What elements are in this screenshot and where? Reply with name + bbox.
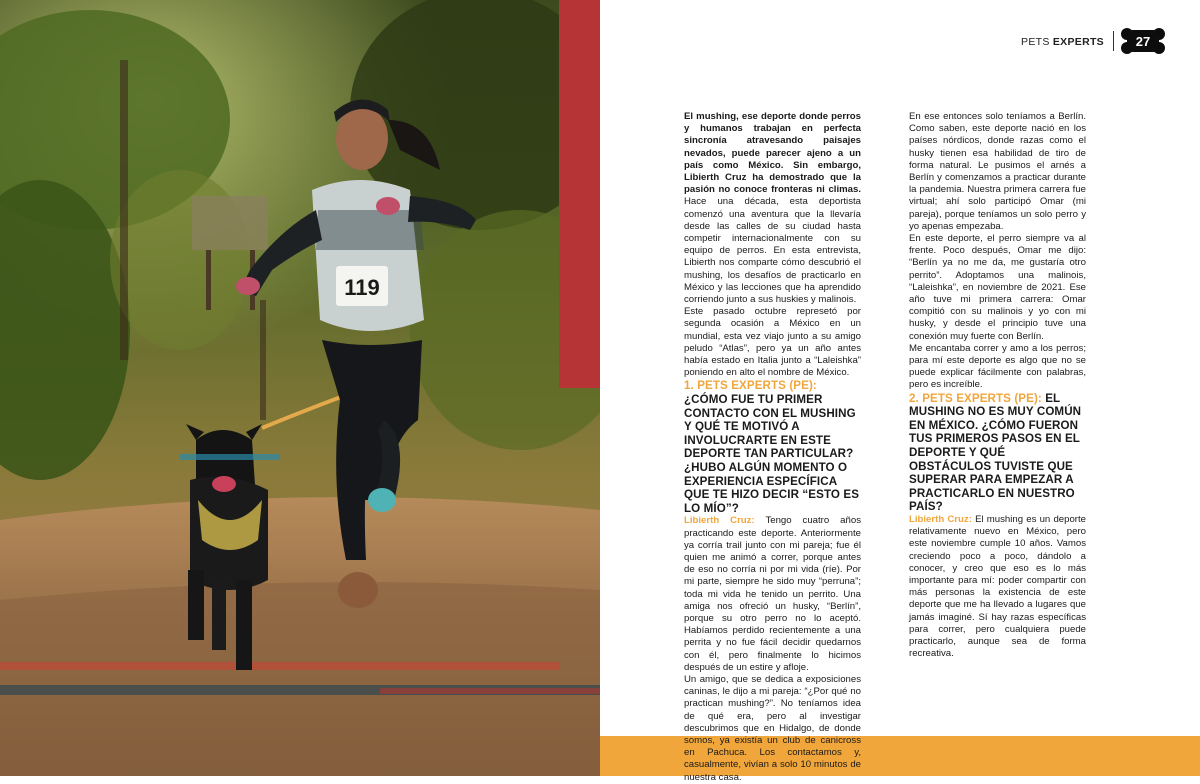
answer-1-paragraph-2: Un amigo, que se dedica a exposiciones caninas, le dijo a mi pareja: “¿Por qué no practican mushing?”. No teníamos idea de qué era, pero al investigar descubrimos que en Hidalgo, de donde somos, ya existía un club de canicross en Pachuca. Los contactamos y, casualmente, vivían a solo 10 minutos de nuestra casa. xyxy=(684,674,861,783)
bib-number: 119 xyxy=(344,275,380,300)
section-name-bold: EXPERTS xyxy=(1052,36,1104,48)
article-lead: El mushing, ese deporte donde perros y humanos trabajan en perfecta sincronía atravesando paisajes nevados, puede parecer ajeno a un país como México. Sin embargo, Libierth Cruz ha demostrado que la pasión no conoce fronteras ni climas. xyxy=(684,111,861,196)
article-column-2 xyxy=(909,111,1086,660)
speaker-label-2: Libierth Cruz: xyxy=(909,514,972,526)
answer-1-paragraph-5: Me encantaba correr y amo a los perros; para mí este deporte es algo que no se puede explicar fácilmente con palabras, pero es increíble. xyxy=(909,342,1086,391)
question-1-text: ¿CÓMO FUE TU PRIMER CONTACTO CON EL MUSHING Y QUÉ TE MOTIVÓ A INVOLUCRARTE EN ESTE DEPORTE TAN PARTICULAR? ¿HUBO ALGÚN MOMENTO O EXPERIENCIA ESPECÍFICA QUE TE HIZO DECIR “ESTO ES LO MÍO”? xyxy=(684,393,860,515)
answer-1-paragraph-1 xyxy=(684,515,861,674)
answer-2-text: El mushing es un deporte relativamente nuevo en México, pero este noviembre cumple 10 años. Vamos creciendo poco a poco, dándolo a conocer, y creo que eso es lo más importante para mí: poder compartir con más personas la existencia de este deporte que me ha llevado a lugares que jamás imaginé. Sí hay razas específicas para correr, pero cualquiera puede practicarlo, aunque sea de forma recreativa. xyxy=(909,514,1086,660)
hero-photo xyxy=(0,0,600,776)
bone-icon xyxy=(1120,27,1166,55)
article-column-1 xyxy=(684,111,861,784)
question-2-text: EL MUSHING NO ES MUY COMÚN EN MÉXICO. ¿CÓMO FUERON TUS PRIMEROS PASOS EN EL DEPORTE Y QUÉ OBSTÁCULOS TUVISTE QUE SUPERAR PARA EMPEZAR A PRACTICARLO EN NUESTRO PAÍS? xyxy=(909,391,1082,514)
speaker-label: Libierth Cruz: xyxy=(684,515,755,527)
question-1 xyxy=(684,379,861,515)
page-number-bone-badge xyxy=(1120,27,1166,55)
question-2 xyxy=(909,392,1086,514)
question-2-label: 2. PETS EXPERTS (PE): xyxy=(909,391,1046,405)
answer-2-paragraph-1 xyxy=(909,514,1086,660)
page-number: 27 xyxy=(1135,34,1151,49)
accent-red-bar xyxy=(559,0,600,388)
intro-text: Hace una década, esta deportista comenzó una aventura que la llevaría desde las calles de su ciudad hasta competir internacionalmente con su equipo de perros. En esta entrevista, Libierth nos comparte cómo descubrió el mushing, los desafíos de practicarlo en México y las lecciones que ha aprendido corriendo junto a sus huskies y malinois. xyxy=(684,196,861,306)
answer-1-paragraph-4: En este deporte, el perro siempre va al frente. Poco después, Omar me dijo: “Berlín ya no me da, me gustaría otro perrito”. Adoptamos una malinois, “Laleishka”, en noviembre de 2021. Ese año tuve mi primera carrera: Omar compitió con su malinois y yo con mi husky, y desde el principio tuve una conexión muy fuerte con Berlín. xyxy=(909,233,1086,342)
header-divider xyxy=(1113,31,1114,51)
section-header xyxy=(1021,36,1104,48)
runner-with-dog-illustration xyxy=(0,0,600,776)
intro-paragraph xyxy=(684,111,861,306)
question-1-label: 1. PETS EXPERTS (PE): xyxy=(684,379,817,393)
answer-1-text: Tengo cuatro años practicando este deporte. Anteriormente ya corría trail junto con mi pareja; fue él quien me animó a correr, porque antes de eso no corría ni por mi vida (ríe). Por mi parte, siempre he sido muy “perruna”; toda mi vida he tenido un perrito. Una amiga nos ofreció un husky, “Berlín”, porque su otro perro no lo aceptó. Habíamos perdido recientemente a una perrita y no fue fácil decidir quedarnos con él, pero finalmente lo hicimos después de un estire y afloje. xyxy=(684,515,861,673)
intro-paragraph-2: Este pasado octubre represetó por segunda ocasión a México en un mundial, esta vez viajo junto a su amigo peludo “Atlas”, pero ya un año antes había estado en Italia junto a “Laleishka” poniendo en alto el nombre de México. xyxy=(684,306,861,379)
section-name-light: PETS xyxy=(1021,36,1053,48)
answer-1-paragraph-3: En ese entonces solo teníamos a Berlín. Como saben, este deporte nació en los países nórdicos, donde razas como el husky tienen esa habilidad de tiro de forma natural. Le pusimos el arnés a Berlín y comenzamos a practicar durante la pandemia. Nuestra primera carrera fue virtual; ahí solo participó Omar (mi pareja), porque teníamos un solo perro y yo apenas empezaba. xyxy=(909,111,1086,232)
